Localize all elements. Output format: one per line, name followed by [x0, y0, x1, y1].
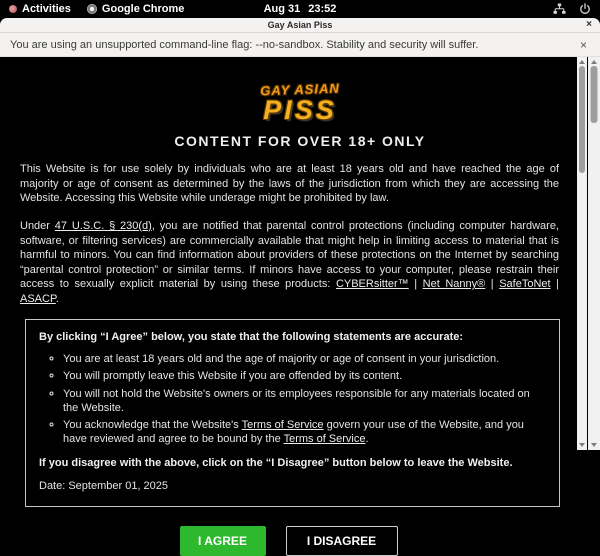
usc-230d-link[interactable]: 47 U.S.C. § 230(d) — [54, 219, 152, 232]
gnome-top-bar — [0, 0, 600, 18]
infobar-close-icon[interactable]: × — [579, 37, 587, 52]
scroll-down-icon[interactable] — [579, 443, 585, 447]
product-separator: | — [408, 278, 423, 291]
i-disagree-button[interactable]: I DISAGREE — [286, 526, 398, 556]
app-menu-button[interactable] — [87, 3, 185, 15]
terms-of-service-link[interactable]: Terms of Service — [241, 419, 324, 432]
scroll-down-icon[interactable] — [591, 443, 597, 447]
paragraph-text: Under — [20, 219, 55, 232]
activities-dot-icon — [9, 5, 17, 13]
page-content — [0, 57, 600, 549]
scroll-up-icon[interactable] — [591, 60, 597, 64]
chrome-infobar — [0, 33, 600, 57]
list-item: ◦ You will promptly leave this Website if you are offended by its content. — [63, 369, 546, 383]
window-titlebar[interactable] — [0, 18, 600, 33]
product-separator: | — [550, 278, 559, 291]
intro-paragraph: This Website is for use solely by individuals who are at least 18 years old and have reached the age of majority or age of consent as determined by the laws of the jurisdiction from which they are accessing the Website. Accessing this Website while underage might be prohibited by law. — [20, 163, 559, 205]
logo-text-bottom: PISS — [263, 95, 337, 125]
list-item — [63, 418, 546, 447]
age-restriction-heading: CONTENT FOR OVER 18+ ONLY — [174, 133, 426, 149]
inner-scrollbar[interactable] — [577, 57, 587, 450]
scroll-up-icon[interactable] — [579, 60, 585, 64]
button-row — [0, 526, 577, 556]
list-item: ◦ You are at least 18 years old and the age of majority or age of consent in your jurisdiction. — [63, 352, 546, 366]
paragraph-text: . — [55, 293, 59, 305]
clock-button[interactable] — [264, 3, 337, 15]
clock-date: Aug 31 — [263, 3, 301, 15]
chrome-icon — [87, 4, 97, 14]
power-icon — [579, 3, 591, 15]
activities-label: Activities — [22, 3, 71, 15]
outer-scrollbar-thumb[interactable] — [591, 66, 598, 123]
bullet-text: govern your use of the Website, and you have reviewed and agree to be bound by the — [63, 419, 524, 446]
activities-button[interactable] — [9, 3, 71, 15]
terms-of-service-link[interactable]: Terms of Service — [283, 433, 366, 446]
clock-time: 23:52 — [308, 3, 337, 15]
inner-scrollbar-thumb[interactable] — [579, 66, 585, 173]
disagree-note: If you disagree with the above, click on the “I Disagree” button below to leave the Website. — [39, 456, 513, 469]
list-item: ◦ You will not hold the Website's owners or its employees responsible for any materials located on the Website. — [63, 387, 546, 416]
system-status-area[interactable] — [553, 3, 600, 15]
window-title: Gay Asian Piss — [267, 20, 333, 30]
outer-scrollbar[interactable] — [588, 57, 600, 450]
paragraph-text: , you are notified that parental control protections (including computer hardware, software, or filtering services) are commercially available that might help in limiting access to material that is harmful to minors. You can find information about providers of these protections on the Internet by searching “parental control protection” or similar terms. If minors have access to your computer, please restrain their access to sexually explicit material by using these products: — [20, 219, 559, 291]
top-bar-left — [0, 3, 184, 15]
page-inner — [0, 162, 577, 556]
agreement-intro: By clicking “I Agree” below, you state that the following statements are accurate: — [39, 330, 464, 343]
infobar-message: You are using an unsupported command-line flag: --no-sandbox. Stability and security will suffer. — [10, 38, 479, 51]
date-line: Date: September 01, 2025 — [39, 480, 169, 492]
agreement-list — [39, 352, 546, 447]
cybersitter-link[interactable]: CYBERsitter™ — [335, 278, 409, 291]
parental-control-paragraph — [20, 219, 559, 307]
agreement-box — [25, 319, 560, 508]
logo-text-top: GAY ASIAN — [259, 80, 341, 99]
bullet-text: . — [365, 433, 369, 446]
safetonet-link[interactable]: SafeToNet — [499, 278, 551, 291]
product-separator: | — [485, 278, 500, 291]
net-nanny-link[interactable]: Net Nanny® — [422, 278, 486, 291]
i-agree-button[interactable]: I AGREE — [180, 526, 266, 556]
bullet-text: You acknowledge that the Website's — [63, 419, 242, 432]
app-menu-label: Google Chrome — [101, 3, 185, 15]
window-close-icon[interactable]: × — [586, 18, 592, 30]
network-icon — [553, 3, 566, 15]
asacp-link[interactable]: ASACP — [20, 293, 56, 305]
site-logo — [0, 57, 600, 124]
